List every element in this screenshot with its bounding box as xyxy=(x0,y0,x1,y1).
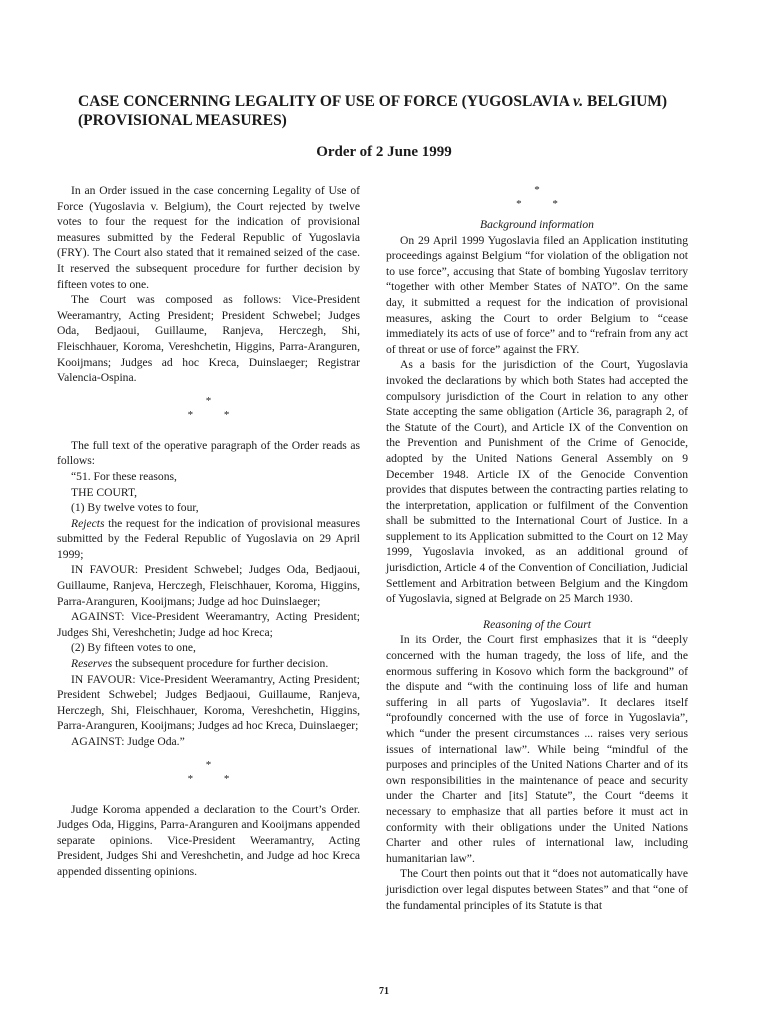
quote-line: Reserves the subsequent procedure for further decision. xyxy=(71,657,329,671)
title-text-end: BELGIUM) (PROVISIONAL MEASURES) xyxy=(78,93,668,129)
background-paragraph: On 29 April 1999 Yugoslavia filed an Application instituting proceedings against Belgium “for violation of the obligation not to use force”, accusing that State of bombing Yugoslav territory “together with other Member States of NATO”. On the same day, it submitted a request for the indication of provisional measures, asking the Court to order Belgium to “cease immediately its acts of use of force” and to “refrain from any act of threat or use of force” against the FRY. xyxy=(386,233,688,356)
section-heading-background: Background information xyxy=(480,218,594,231)
document-title xyxy=(78,92,708,130)
page-number: 71 xyxy=(379,986,389,997)
right-column xyxy=(386,183,688,913)
intro-paragraph: In an Order issued in the case concerning Legality of Use of Force (Yugoslavia v. Belgium), the Court rejected by twelve votes to four the request for the indication of provisional measures submitted by the Federal Republic of Yugoslavia (FRY). The Court also stated that it remained seized of the case. It reserved the subsequent procedure for further decision by fifteen votes to one. xyxy=(57,184,360,291)
section-heading-reasoning: Reasoning of the Court xyxy=(483,617,591,631)
quote-line: (1) By twelve votes to four, xyxy=(71,501,199,515)
title-versus: v. xyxy=(572,93,584,110)
left-column xyxy=(57,183,360,880)
quote-line: AGAINST: Judge Oda.” xyxy=(71,735,185,748)
quote-line: AGAINST: Vice-President Weeramantry, Acting President; Judges Shi, Vereshchetin; Judge ad hoc Kreca; xyxy=(57,610,360,639)
order-date-heading: Order of 2 June 1999 xyxy=(316,144,452,160)
section-separator: * * * xyxy=(187,758,230,785)
jurisdiction-paragraph: As a basis for the jurisdiction of the Court, Yugoslavia invoked the declarations by which both States had accepted the compulsory jurisdiction of the Court in relation to any other State accepting the same obligation (Article 36, paragraph 2, of the Statute of the Court), and Article IX of the Convention on the Prevention and Punishment of the Crime of Genocide, adopted by the United Nations General Assembly on 9 December 1948. Article IX of the Genocide Convention provides that disputes between the contracting parties relating to the interpretation, application or fulfilment of the Convention shall be submitted to the International Court of Justice. In a supplement to its Application submitted to the Court on 12 May 1999, Yugoslavia invoked, as an additional ground of jurisdiction, Article 4 of the Convention of Conciliation, Judicial Settlement and Arbitration between Belgium and the Kingdom of Yugoslavia, signed at Belgrade on 25 March 1930. xyxy=(386,358,688,606)
quote-line: (2) By fifteen votes to one, xyxy=(71,641,196,655)
quote-line: IN FAVOUR: Vice-President Weeramantry, Acting President; President Schwebel; Judges Bedjaoui, Guillaume, Ranjeva, Herczegh, Shi, Fleischhauer, Koroma, Vereshchetin, Higgins, Parra-Aranguren, Kooijmans; Judges ad hoc Kreca, Duinslaeger; xyxy=(57,672,360,733)
opinions-paragraph: Judge Koroma appended a declaration to the Court’s Order. Judges Oda, Higgins, Parra-Aranguren and Kooijmans appended separate opinions. Vice-President Weeramantry, Acting President, Judges Shi and Vereshchetin, and Judge ad hoc Kreca appended dissenting opinions. xyxy=(57,802,360,878)
title-text: CASE CONCERNING LEGALITY OF USE OF FORCE (YUGOSLAVIA xyxy=(78,93,573,110)
quote-line: “51. For these reasons, xyxy=(71,469,177,483)
section-separator: * * * xyxy=(516,184,558,210)
reasoning-paragraph: In its Order, the Court first emphasizes that it is “deeply concerned with the human tragedy, the loss of life, and the enormous suffering in Kosovo which form the background” of the dispute and “with the continuing loss of life and human suffering in all parts of Yugoslavia”. It declares itself “profoundly concerned with the use of force in Yugoslavia”, which “under the present circumstances ... raises very serious issues of international law”. While being “mindful of the purposes and principles of the United Nations Charter and of its own responsibilities in the maintenance of peace and security under the Charter and [its] Statute”, the Court “deems it necessary to emphasize that all parties before it must act in conformity with their obligations under the United Nations Charter and other rules of international law, including humanitarian law”. xyxy=(386,633,688,865)
quote-line: Rejects the request for the indication of provisional measures submitted by the Federal Republic of Yugoslavia on 29 April 1999; xyxy=(57,516,360,561)
operative-intro-paragraph: The full text of the operative paragraph of the Order reads as follows: xyxy=(57,438,360,468)
quote-line: THE COURT, xyxy=(71,485,138,499)
court-composition-paragraph: The Court was composed as follows: Vice-President Weeramantry, Acting President; President Schwebel; Judges Oda, Bedjaoui, Guillaume, Ranjeva, Herczegh, Shi, Fleischhauer, Koroma, Vereshchetin, Higgins, Parra-Aranguren, Kooijmans; Judges ad hoc Kreca, Duinslaeger; Registrar Valencia-Ospina. xyxy=(57,293,360,385)
reasoning-continuation-paragraph: The Court then points out that it “does not automatically have jurisdiction over legal disputes between States” and that “one of the fundamental principles of its Statute is that xyxy=(386,867,688,912)
section-separator: * * * xyxy=(187,394,230,421)
quote-line: IN FAVOUR: President Schwebel; Judges Oda, Bedjaoui, Guillaume, Ranjeva, Herczegh, Fleischhauer, Koroma, Higgins, Parra-Aranguren, Kooijmans; Judge ad hoc Duinslaeger; xyxy=(57,563,360,608)
